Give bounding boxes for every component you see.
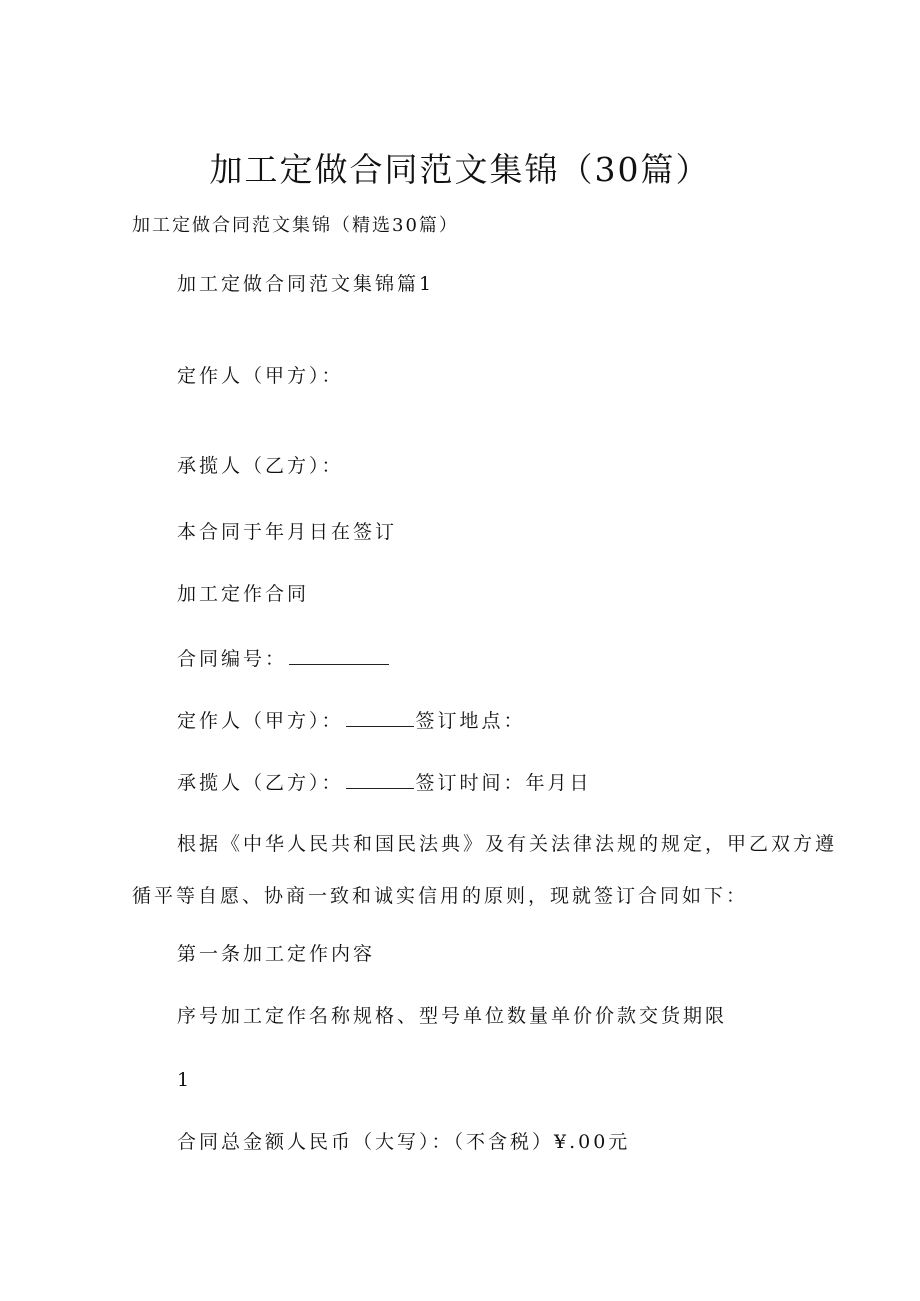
contract-number-label: 合同编号：	[177, 648, 288, 670]
party-a-line: 定作人（甲方）：	[177, 365, 344, 387]
party-b-blank	[346, 770, 414, 789]
party-b-label: 承揽人（乙方）：	[177, 772, 344, 794]
document-title: 加工定做合同范文集锦（30篇）	[209, 150, 711, 189]
party-b-line: 承揽人（乙方）：	[177, 455, 344, 477]
party-b-time-line	[177, 770, 592, 795]
sign-time-label: 签订时间：年月日	[415, 772, 592, 794]
article-1-title: 第一条加工定作内容	[177, 943, 376, 965]
total-amount-line: 合同总金额人民币（大写）：（不含税）¥.00元	[177, 1131, 631, 1153]
contract-number-line	[177, 646, 391, 671]
party-a-blank	[346, 708, 414, 727]
table-row-number: 1	[177, 1069, 193, 1091]
contract-number-blank	[289, 646, 389, 665]
basis-paragraph-line-1: 根据《中华人民共和国民法典》及有关法律法规的规定，甲乙双方遵	[177, 833, 838, 855]
table-header-line: 序号加工定作名称规格、型号单位数量单价价款交货期限	[177, 1005, 728, 1027]
basis-paragraph-line-2: 循平等自愿、协商一致和诚实信用的原则，现就签订合同如下：	[132, 885, 749, 907]
document-subtitle: 加工定做合同范文集锦（精选30篇）	[132, 215, 459, 236]
section-heading: 加工定做合同范文集锦篇1	[177, 273, 435, 295]
signed-date-line: 本合同于年月日在签订	[177, 521, 398, 543]
contract-name: 加工定作合同	[177, 583, 310, 605]
sign-place-label: 签订地点：	[415, 710, 526, 732]
party-a-place-line	[177, 708, 526, 733]
party-a-label: 定作人（甲方）：	[177, 710, 344, 732]
